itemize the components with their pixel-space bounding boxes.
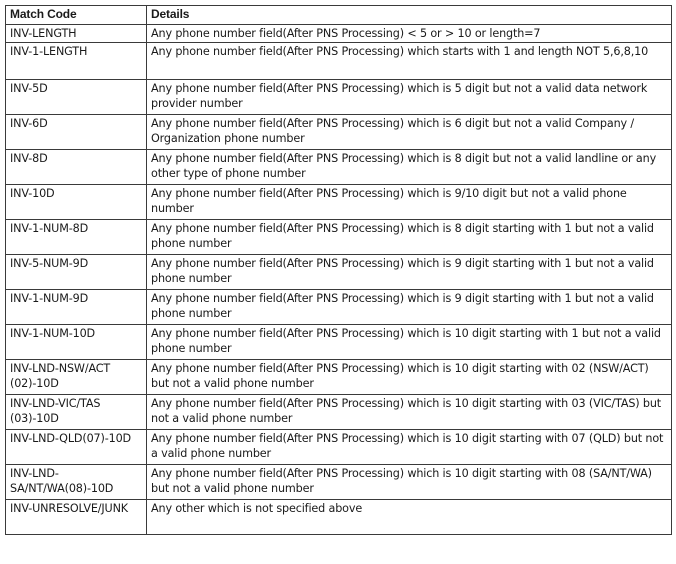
match-code-cell: INV-LENGTH [6, 25, 147, 43]
details-cell: Any other which is not specified above [147, 500, 672, 535]
table-row [6, 25, 672, 43]
details-cell: Any phone number field(After PNS Processing) which is 6 digit but not a valid Company / Organization phone number [147, 115, 672, 150]
match-code-cell: INV-5D [6, 80, 147, 115]
match-code-cell: INV-LND-SA/NT/WA(08)-10D [6, 465, 147, 500]
match-code-table-container [5, 5, 672, 535]
match-code-cell: INV-1-NUM-9D [6, 290, 147, 325]
table-row [6, 255, 672, 290]
details-cell: Any phone number field(After PNS Processing) which is 5 digit but not a valid data network provider number [147, 80, 672, 115]
details-cell: Any phone number field(After PNS Processing) which is 8 digit but not a valid landline or any other type of phone number [147, 150, 672, 185]
match-code-cell: INV-10D [6, 185, 147, 220]
details-cell: Any phone number field(After PNS Processing) which is 8 digit starting with 1 but not a valid phone number [147, 220, 672, 255]
table-row [6, 430, 672, 465]
table-row [6, 220, 672, 255]
details-cell: Any phone number field(After PNS Processing) which is 10 digit starting with 1 but not a valid phone number [147, 325, 672, 360]
match-code-cell: INV-1-NUM-8D [6, 220, 147, 255]
table-row [6, 325, 672, 360]
match-code-table [5, 5, 672, 535]
table-row [6, 290, 672, 325]
match-code-cell: INV-1-NUM-10D [6, 325, 147, 360]
details-cell: Any phone number field(After PNS Processing) < 5 or > 10 or length=7 [147, 25, 672, 43]
table-row [6, 43, 672, 80]
table-row [6, 80, 672, 115]
match-code-cell: INV-5-NUM-9D [6, 255, 147, 290]
match-code-cell: INV-6D [6, 115, 147, 150]
match-code-cell: INV-LND-VIC/TAS (03)-10D [6, 395, 147, 430]
match-code-cell: INV-1-LENGTH [6, 43, 147, 80]
details-cell: Any phone number field(After PNS Processing) which is 9 digit starting with 1 but not a valid phone number [147, 255, 672, 290]
details-cell: Any phone number field(After PNS Processing) which is 9 digit starting with 1 but not a valid phone number [147, 290, 672, 325]
table-row [6, 115, 672, 150]
table-row [6, 150, 672, 185]
match-code-cell: INV-LND-QLD(07)-10D [6, 430, 147, 465]
header-row [6, 6, 672, 25]
header-match-code: Match Code [6, 6, 147, 25]
table-row [6, 500, 672, 535]
match-code-cell: INV-8D [6, 150, 147, 185]
table-row [6, 395, 672, 430]
table-row [6, 185, 672, 220]
header-details: Details [147, 6, 672, 25]
details-cell: Any phone number field(After PNS Processing) which is 10 digit starting with 07 (QLD) but not a valid phone number [147, 430, 672, 465]
details-cell: Any phone number field(After PNS Processing) which starts with 1 and length NOT 5,6,8,10 [147, 43, 672, 80]
details-cell: Any phone number field(After PNS Processing) which is 10 digit starting with 03 (VIC/TAS) but not a valid phone number [147, 395, 672, 430]
details-cell: Any phone number field(After PNS Processing) which is 10 digit starting with 08 (SA/NT/WA) but not a valid phone number [147, 465, 672, 500]
details-cell: Any phone number field(After PNS Processing) which is 10 digit starting with 02 (NSW/ACT) but not a valid phone number [147, 360, 672, 395]
table-row [6, 360, 672, 395]
details-cell: Any phone number field(After PNS Processing) which is 9/10 digit but not a valid phone number [147, 185, 672, 220]
match-code-cell: INV-UNRESOLVE/JUNK [6, 500, 147, 535]
match-code-cell: INV-LND-NSW/ACT (02)-10D [6, 360, 147, 395]
table-row [6, 465, 672, 500]
